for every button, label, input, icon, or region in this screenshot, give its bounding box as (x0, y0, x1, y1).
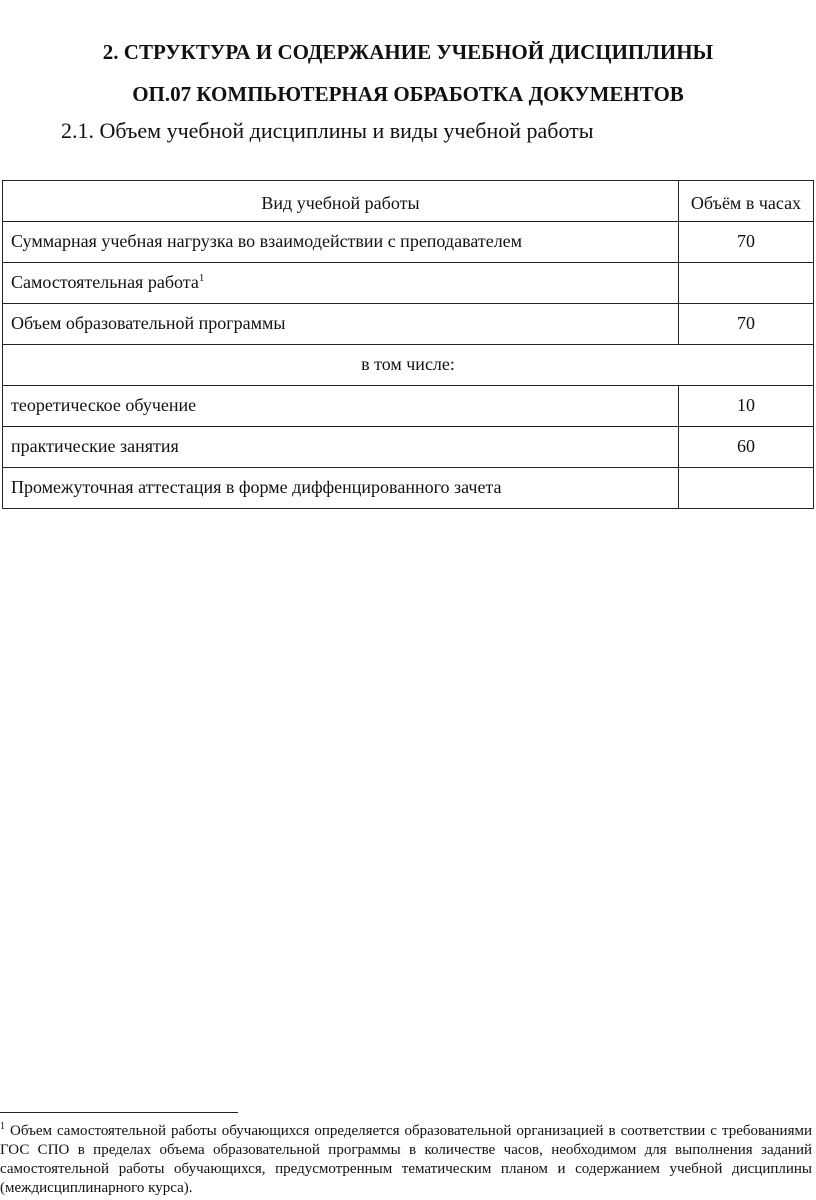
header-work-type: Вид учебной работы (3, 181, 679, 222)
subsection-heading: 2.1. Объем учебной дисциплины и виды учебной работы (61, 118, 594, 143)
table-row (3, 386, 814, 427)
discipline-title: ОП.07 КОМПЬЮТЕРНАЯ ОБРАБОТКА ДОКУМЕНТОВ (132, 82, 684, 106)
table-row (3, 345, 814, 386)
row-value (679, 468, 814, 509)
table-row (3, 468, 814, 509)
row-label: теоретическое обучение (3, 386, 679, 427)
row-value (679, 263, 814, 304)
row-label: Самостоятельная работа (11, 272, 199, 292)
header-hours: Объём в часах (679, 181, 814, 222)
row-value: 70 (679, 304, 814, 345)
row-label: Суммарная учебная нагрузка во взаимодействии с преподавателем (3, 222, 679, 263)
footnote (0, 1122, 812, 1198)
footnote-separator (0, 1112, 238, 1113)
section-title: 2. СТРУКТУРА И СОДЕРЖАНИЕ УЧЕБНОЙ ДИСЦИПЛИНЫ (102, 40, 714, 64)
table-header-row (3, 181, 814, 222)
row-value: 10 (679, 386, 814, 427)
row-value: 70 (679, 222, 814, 263)
table-row (3, 263, 814, 304)
footnote-text: Объем самостоятельной работы обучающихся определяется образовательной организацией в соответствии с требованиями ГОС СПО в пределах объема образовательной программы в количестве часов, необходимом для выполнения заданий самостоятельной работы обучающихся, предусмотренным тематическим планом и содержанием учебной дисциплины (междисциплинарного курса). (0, 1123, 812, 1196)
row-value: 60 (679, 427, 814, 468)
footnote-number: 1 (0, 1121, 5, 1132)
row-label: практические занятия (3, 427, 679, 468)
table-row (3, 222, 814, 263)
table-row (3, 427, 814, 468)
spanning-label: в том числе: (3, 345, 814, 386)
row-label: Промежуточная аттестация в форме диффенцированного зачета (3, 468, 679, 509)
table-row (3, 304, 814, 345)
footnote-marker: 1 (198, 272, 205, 284)
row-label-cell (3, 263, 679, 304)
study-volume-table (2, 180, 814, 509)
row-label: Объем образовательной программы (3, 304, 679, 345)
